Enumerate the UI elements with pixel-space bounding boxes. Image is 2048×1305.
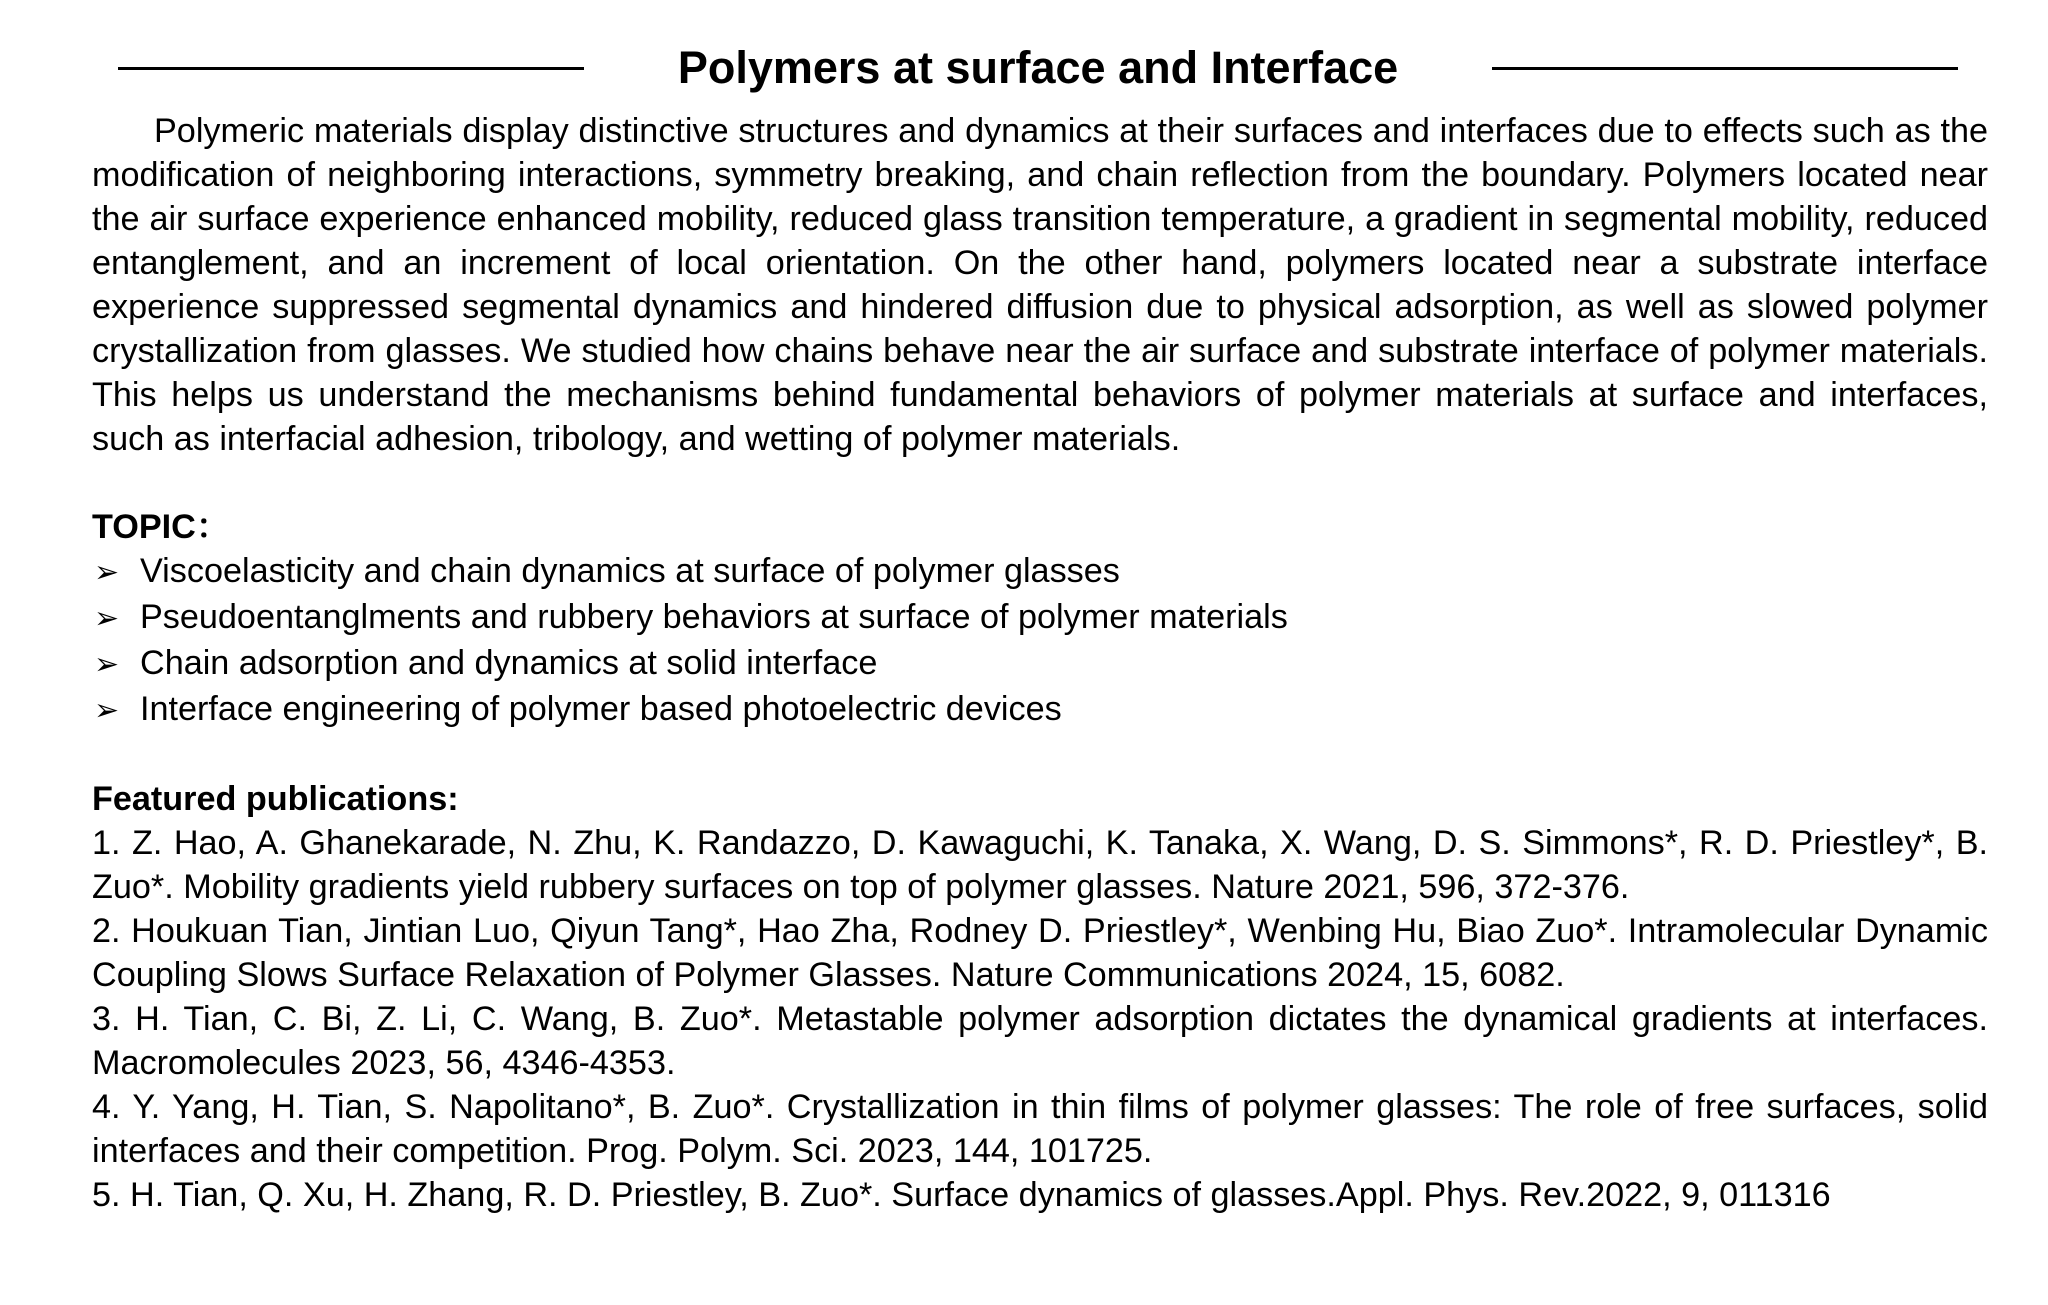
publication-item: 1. Z. Hao, A. Ghanekarade, N. Zhu, K. Randazzo, D. Kawaguchi, K. Tanaka, X. Wang, D. S. Simmons*, R. D. Priestley*, B. Zuo*. Mobility gradients yield rubbery surfaces on top of polymer glasses. Nature 2021, 596, 372-376. — [92, 824, 1988, 906]
publication-item: 5. H. Tian, Q. Xu, H. Zhang, R. D. Priestley, B. Zuo*. Surface dynamics of glasses.Appl. Phys. Rev.2022, 9, 011316 — [92, 1176, 1831, 1214]
arrow-bullet-icon: ➢ — [94, 694, 120, 727]
topic-item-text: Pseudoentanglments and rubbery behaviors at surface of polymer materials — [140, 598, 1288, 636]
topic-item — [92, 549, 1988, 595]
arrow-bullet-icon: ➢ — [94, 556, 120, 589]
publication-item: 4. Y. Yang, H. Tian, S. Napolitano*, B. Zuo*. Crystallization in thin films of polymer glasses: The role of free surfaces, solid interfaces and their competition. Prog. Polym. Sci. 2023, 144, 101725. — [92, 1088, 1988, 1170]
publication-list — [92, 821, 1988, 1217]
topic-heading: TOPIC： — [92, 508, 231, 546]
arrow-bullet-icon: ➢ — [94, 648, 120, 681]
title-rule-right — [1492, 67, 1958, 70]
title-row — [118, 38, 1958, 98]
publications-heading: Featured publications: — [92, 780, 459, 818]
publication-item: 3. H. Tian, C. Bi, Z. Li, C. Wang, B. Zuo*. Metastable polymer adsorption dictates the dynamical gradients at interfaces. Macromolecules 2023, 56, 4346-4353. — [92, 1000, 1988, 1082]
topic-item-text: Interface engineering of polymer based photoelectric devices — [140, 690, 1062, 728]
body-content — [92, 109, 1988, 1217]
topic-item-text: Viscoelasticity and chain dynamics at surface of polymer glasses — [140, 552, 1120, 590]
publication-item: 2. Houkuan Tian, Jintian Luo, Qiyun Tang*, Hao Zha, Rodney D. Priestley*, Wenbing Hu, Biao Zuo*. Intramolecular Dynamic Coupling Slows Surface Relaxation of Polymer Glasses. Nature Communications 2024, 15, 6082. — [92, 912, 1988, 994]
intro-paragraph: Polymeric materials display distinctive structures and dynamics at their surfaces and interfaces due to effects such as the modification of neighboring interactions, symmetry breaking, and chain reflection from the boundary. Polymers located near the air surface experience enhanced mobility, reduced glass transition temperature, a gradient in segmental mobility, reduced entanglement, and an increment of local orientation. On the other hand, polymers located near a substrate interface experience suppressed segmental dynamics and hindered diffusion due to physical adsorption, as well as slowed polymer crystallization from glasses. We studied how chains behave near the air surface and substrate interface of polymer materials. This helps us understand the mechanisms behind fundamental behaviors of polymer materials at surface and interfaces, such as interfacial adhesion, tribology, and wetting of polymer materials. — [92, 112, 1988, 458]
topic-list — [92, 549, 1988, 733]
title-rule-left — [118, 67, 584, 70]
topic-item — [92, 687, 1988, 733]
page-title: Polymers at surface and Interface — [677, 42, 1399, 93]
topic-item — [92, 595, 1988, 641]
topic-item — [92, 641, 1988, 687]
arrow-bullet-icon: ➢ — [94, 602, 120, 635]
topic-item-text: Chain adsorption and dynamics at solid interface — [140, 644, 878, 682]
